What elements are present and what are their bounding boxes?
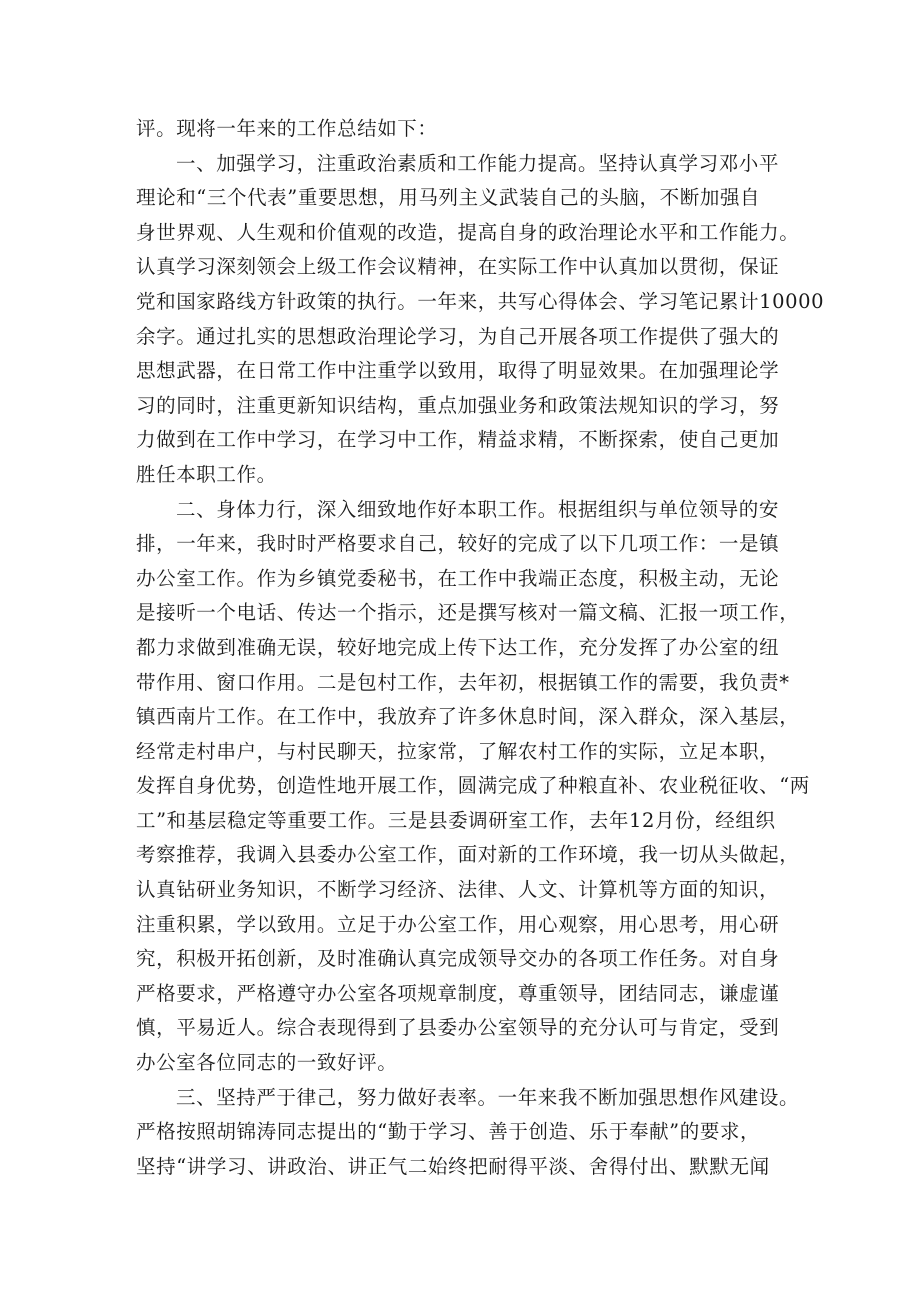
text-line: 经常走村串户，与村民聊天，拉家常，了解农村工作的实际，立足本职， (136, 739, 780, 763)
text-line: 考察推荐，我调入县委办公室工作，面对新的工作环境，我一切从头做起， (136, 843, 800, 867)
text-line: 发挥自身优势，创造性地开展工作，圆满完成了种粮直补、农业税征收、“两 (136, 774, 810, 798)
text-line: 工”和基层稳定等重要工作。三是县委调研室工作，去年12月份，经组织 (136, 808, 776, 832)
text-line: 是接听一个电话、传达一个指示，还是撰写核对一篇文稿、汇报一项工作， (136, 601, 800, 625)
text-line: 严格要求，严格遵守办公室各项规章制度，尊重领导，团结同志，谦虚谨 (136, 981, 780, 1005)
text-line: 究，积极开拓创新，及时准确认真完成领导交办的各项工作任务。对自身 (136, 947, 780, 971)
paragraph-first-line: 三、坚持严于律己，努力做好表率。一年来我不断加强思想作风建设。 (176, 1085, 800, 1109)
text-line: 镇西南片工作。在工作中，我放弃了许多休息时间，深入群众，深入基层， (136, 705, 800, 729)
text-line: 排，一年来，我时时严格要求自己，较好的完成了以下几项工作：一是镇 (136, 532, 780, 556)
text-line: 思想武器，在日常工作中注重学以致用，取得了明显效果。在加强理论学 (136, 359, 780, 383)
text-line: 身世界观、人生观和价值观的改造，提高自身的政治理论水平和工作能力。 (136, 220, 800, 244)
paragraph-first-line: 二、身体力行，深入细致地作好本职工作。根据组织与单位领导的安 (176, 497, 780, 521)
text-line: 注重积累，学以致用。立足于办公室工作，用心观察，用心思考，用心研 (136, 912, 780, 936)
text-line: 办公室工作。作为乡镇党委秘书，在工作中我端正态度，积极主动，无论 (136, 566, 780, 590)
text-line: 都力求做到准确无误，较好地完成上传下达工作，充分发挥了办公室的纽 (136, 635, 780, 659)
text-line: 力做到在工作中学习，在学习中工作，精益求精，不断探索，使自己更加 (136, 428, 780, 452)
text-line: 慎，平易近人。综合表现得到了县委办公室领导的充分认可与肯定，受到 (136, 1016, 780, 1040)
text-line: 坚持“讲学习、讲政治、讲正气二始终把耐得平淡、舍得付出、默默无闻 (136, 1154, 770, 1178)
text-line: 理论和“三个代表”重要思想，用马列主义武装自己的头脑，不断加强自 (136, 186, 761, 210)
text-line: 习的同时，注重更新知识结构，重点加强业务和政策法规知识的学习，努 (136, 393, 780, 417)
text-line: 余字。通过扎实的思想政治理论学习，为自己开展各项工作提供了强大的 (136, 324, 780, 348)
text-line: 党和国家路线方针政策的执行。一年来，共写心得体会、学习笔记累计10000 (136, 289, 825, 313)
text-line: 严格按照胡锦涛同志提出的“勤于学习、善于创造、乐于奉献”的要求， (136, 1120, 761, 1144)
document-body (136, 112, 825, 1184)
text-line: 认真学习深刻领会上级工作会议精神，在实际工作中认真加以贯彻，保证 (136, 255, 780, 279)
paragraph-first-line: 一、加强学习，注重政治素质和工作能力提高。坚持认真学习邓小平 (176, 151, 780, 175)
text-line: 带作用、窗口作用。二是包村工作，去年初，根据镇工作的需要，我负责* (136, 670, 790, 694)
text-line: 认真钻研业务知识，不断学习经济、法律、人文、计算机等方面的知识， (136, 878, 780, 902)
text-line: 胜任本职工作。 (136, 462, 277, 486)
text-line: 评。现将一年来的工作总结如下： (136, 117, 438, 140)
text-line: 办公室各位同志的一致好评。 (136, 1051, 398, 1075)
